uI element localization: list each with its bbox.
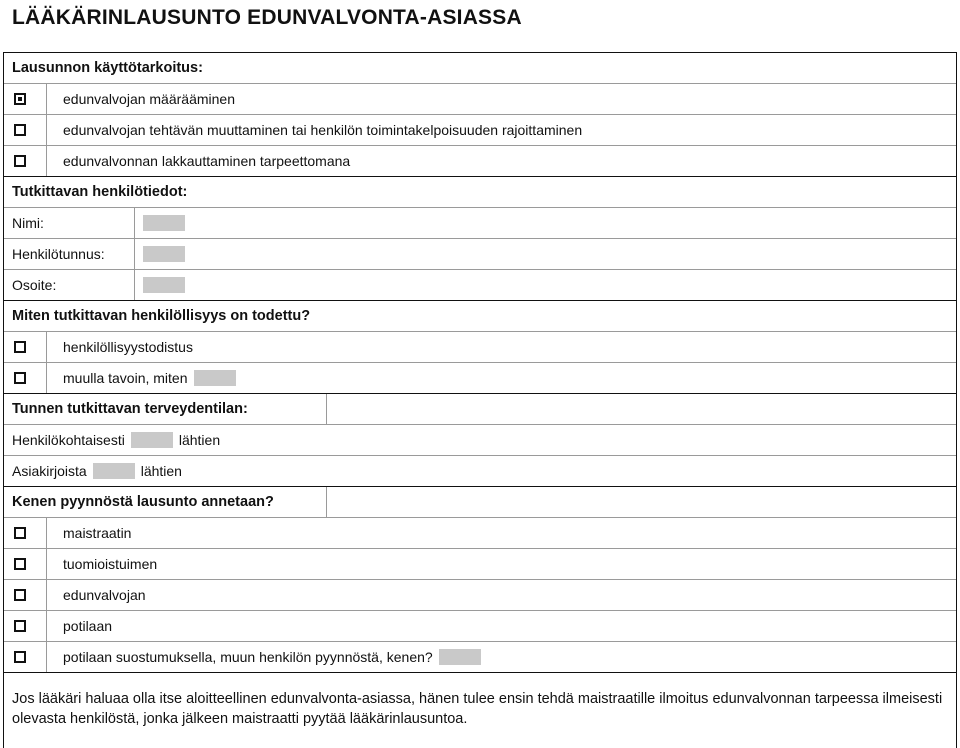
option-label: henkilöllisyystodistus	[63, 339, 193, 355]
person-field-row	[4, 239, 956, 270]
checkbox[interactable]	[14, 651, 26, 663]
request-option-row	[4, 580, 956, 611]
request-heading-row	[4, 487, 956, 518]
text-field[interactable]	[143, 215, 185, 231]
initiative-note: Jos lääkäri haluaa olla itse aloitteellinen edunvalvonta-asiassa, hänen tulee ensin tehdä maistraatille ilmoitus edunvalvonnan tarpeessa ilmeisesti olevasta henkilöstä, jonka jälkeen maistraatti pyytää lääkärinlausuntoa.	[12, 691, 943, 727]
option-label: maistraatin	[63, 525, 132, 541]
checkbox[interactable]	[14, 527, 26, 539]
column-divider	[326, 487, 327, 517]
request-option-row	[4, 611, 956, 642]
request-heading: Kenen pyynnöstä lausunto annetaan?	[12, 494, 274, 510]
option-label: edunvalvojan määrääminen	[63, 91, 235, 107]
checkbox[interactable]	[14, 620, 26, 632]
request-option-row	[4, 642, 956, 673]
person-heading-row	[4, 177, 956, 208]
field-label: Henkilötunnus:	[4, 239, 135, 269]
identity-option-row	[4, 332, 956, 363]
health-source-label: Henkilökohtaisesti	[12, 432, 125, 448]
option-label: edunvalvojan tehtävän muuttaminen tai henkilön toimintakelpoisuuden rajoittaminen	[63, 122, 583, 138]
health-source-label: Asiakirjoista	[12, 463, 87, 479]
checkbox[interactable]	[14, 124, 26, 136]
text-field[interactable]	[194, 370, 236, 386]
option-label: potilaan suostumuksella, muun henkilön pyynnöstä, kenen?	[63, 649, 433, 665]
person-heading: Tutkittavan henkilötiedot:	[12, 184, 188, 200]
column-divider	[326, 394, 327, 424]
request-option-row	[4, 549, 956, 580]
checkbox[interactable]	[14, 558, 26, 570]
option-label: edunvalvojan	[63, 587, 146, 603]
identity-heading: Miten tutkittavan henkilöllisyys on todettu?	[12, 308, 311, 324]
checkbox[interactable]	[14, 341, 26, 353]
document-title: LÄÄKÄRINLAUSUNTO EDUNVALVONTA-ASIASSA	[12, 6, 522, 29]
purpose-heading-row	[4, 53, 956, 84]
identity-heading-row	[4, 301, 956, 332]
identity-option-row	[4, 363, 956, 394]
health-row	[4, 425, 956, 456]
option-label: edunvalvonnan lakkauttaminen tarpeettomana	[63, 153, 351, 169]
request-option-row	[4, 518, 956, 549]
checkbox[interactable]	[14, 589, 26, 601]
field-label: Osoite:	[4, 270, 135, 300]
option-label: muulla tavoin, miten	[63, 370, 188, 386]
text-field[interactable]	[143, 246, 185, 262]
health-heading-row	[4, 394, 956, 425]
option-label: potilaan	[63, 618, 113, 634]
text-field[interactable]	[439, 649, 481, 665]
checkbox[interactable]	[14, 155, 26, 167]
purpose-option-row	[4, 84, 956, 115]
date-field[interactable]	[131, 432, 173, 448]
statement-form	[3, 52, 957, 748]
checkbox[interactable]	[14, 372, 26, 384]
health-row	[4, 456, 956, 487]
purpose-option-row	[4, 146, 956, 177]
field-label: Nimi:	[4, 208, 135, 238]
purpose-option-row	[4, 115, 956, 146]
option-label: tuomioistuimen	[63, 556, 158, 572]
since-label: lähtien	[178, 432, 221, 448]
checkbox[interactable]	[14, 93, 26, 105]
person-field-row	[4, 270, 956, 301]
health-heading: Tunnen tutkittavan terveydentilan:	[12, 401, 248, 417]
person-field-row	[4, 208, 956, 239]
text-field[interactable]	[143, 277, 185, 293]
purpose-heading: Lausunnon käyttötarkoitus:	[12, 60, 203, 76]
date-field[interactable]	[93, 463, 135, 479]
since-label: lähtien	[140, 463, 182, 479]
